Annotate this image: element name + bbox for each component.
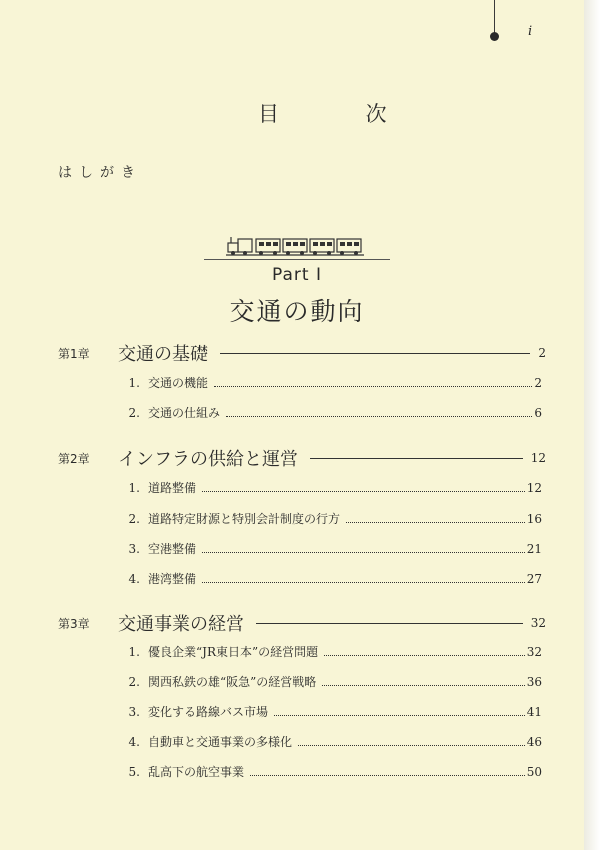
dot-leader <box>202 490 525 492</box>
page-edge <box>584 0 600 850</box>
chapter-rule <box>256 623 523 624</box>
entry-page: 32 <box>526 645 542 659</box>
dot-leader <box>202 551 525 553</box>
chapter-number: 第2章 <box>58 451 90 466</box>
entry-number: 4. <box>128 572 140 586</box>
toc-preface[interactable]: はしがき <box>58 165 142 181</box>
toc-entry[interactable] <box>118 703 542 721</box>
entry-title: 港湾整備 <box>148 572 197 586</box>
entry-title: 道路特定財源と特別会計制度の行方 <box>148 512 341 526</box>
dot-leader <box>214 385 532 387</box>
dot-leader <box>250 774 525 776</box>
chapter-number: 第1章 <box>58 346 90 361</box>
entry-title: 道路整備 <box>148 481 197 495</box>
toc-title: 目 次 <box>258 102 427 126</box>
toc-entry[interactable] <box>118 510 542 528</box>
dot-leader <box>226 415 532 417</box>
entry-title: 変化する路線バス市場 <box>148 705 269 719</box>
toc-entry[interactable] <box>118 479 542 497</box>
dot-leader <box>298 744 525 746</box>
toc-entry[interactable] <box>118 540 542 558</box>
entry-number: 3. <box>128 542 140 556</box>
dot-leader <box>202 581 525 583</box>
toc-entry[interactable] <box>118 763 542 781</box>
entry-number: 1. <box>128 481 140 495</box>
chapter-heading-1[interactable] <box>58 342 546 364</box>
entry-title: 交通の機能 <box>148 376 209 390</box>
entry-page: 2 <box>534 376 542 390</box>
chapter-number: 第3章 <box>58 616 90 631</box>
entry-page: 36 <box>526 675 542 689</box>
entry-page: 41 <box>526 705 542 719</box>
toc-entry[interactable] <box>118 673 542 691</box>
chapter-page: 32 <box>530 616 546 630</box>
dot-leader <box>346 521 525 523</box>
entry-number: 1. <box>128 645 140 659</box>
toc-entry[interactable] <box>118 570 542 588</box>
toc-entry[interactable] <box>118 404 542 422</box>
entry-number: 1. <box>128 376 140 390</box>
toc-entry[interactable] <box>118 643 542 661</box>
part-title: 交通の動向 <box>229 297 365 326</box>
dot-leader <box>274 714 525 716</box>
entry-number: 4. <box>128 735 140 749</box>
entry-page: 16 <box>526 512 542 526</box>
chapter-heading-2[interactable] <box>58 447 546 469</box>
chapter-rule <box>310 458 523 459</box>
entry-title: 交通の仕組み <box>148 406 221 420</box>
entry-page: 50 <box>526 765 542 779</box>
entry-page: 46 <box>526 735 542 749</box>
chapter-heading-3[interactable] <box>58 612 546 634</box>
part-divider <box>204 259 390 260</box>
entry-page: 6 <box>534 406 542 420</box>
entry-title: 関西私鉄の雄“阪急”の経営戦略 <box>148 675 317 689</box>
chapter-title: 交通事業の経営 <box>118 614 244 635</box>
toc-entry[interactable] <box>118 733 542 751</box>
entry-title: 優良企業“JR東日本”の経営問題 <box>148 645 319 659</box>
train-ornament-icon <box>226 234 366 258</box>
entry-title: 自動車と交通事業の多様化 <box>148 735 293 749</box>
entry-number: 5. <box>128 765 140 779</box>
entry-page: 12 <box>526 481 542 495</box>
entry-title: 乱高下の航空事業 <box>148 765 245 779</box>
entry-title: 空港整備 <box>148 542 197 556</box>
entry-number: 2. <box>128 675 140 689</box>
chapter-page: 12 <box>530 451 546 465</box>
entry-page: 27 <box>526 572 542 586</box>
bookmark-dot <box>490 32 499 41</box>
chapter-title: 交通の基礎 <box>118 344 208 365</box>
entry-number: 2. <box>128 512 140 526</box>
bookmark-ribbon <box>494 0 495 34</box>
entry-number: 3. <box>128 705 140 719</box>
entry-page: 21 <box>526 542 542 556</box>
dot-leader <box>322 684 524 686</box>
page-number: i <box>528 24 533 39</box>
dot-leader <box>324 654 525 656</box>
chapter-page: 2 <box>538 346 546 360</box>
toc-entry[interactable] <box>118 374 542 392</box>
part-label: Part I <box>272 265 322 285</box>
chapter-title: インフラの供給と運営 <box>118 449 298 470</box>
chapter-rule <box>220 353 530 354</box>
entry-number: 2. <box>128 406 140 420</box>
